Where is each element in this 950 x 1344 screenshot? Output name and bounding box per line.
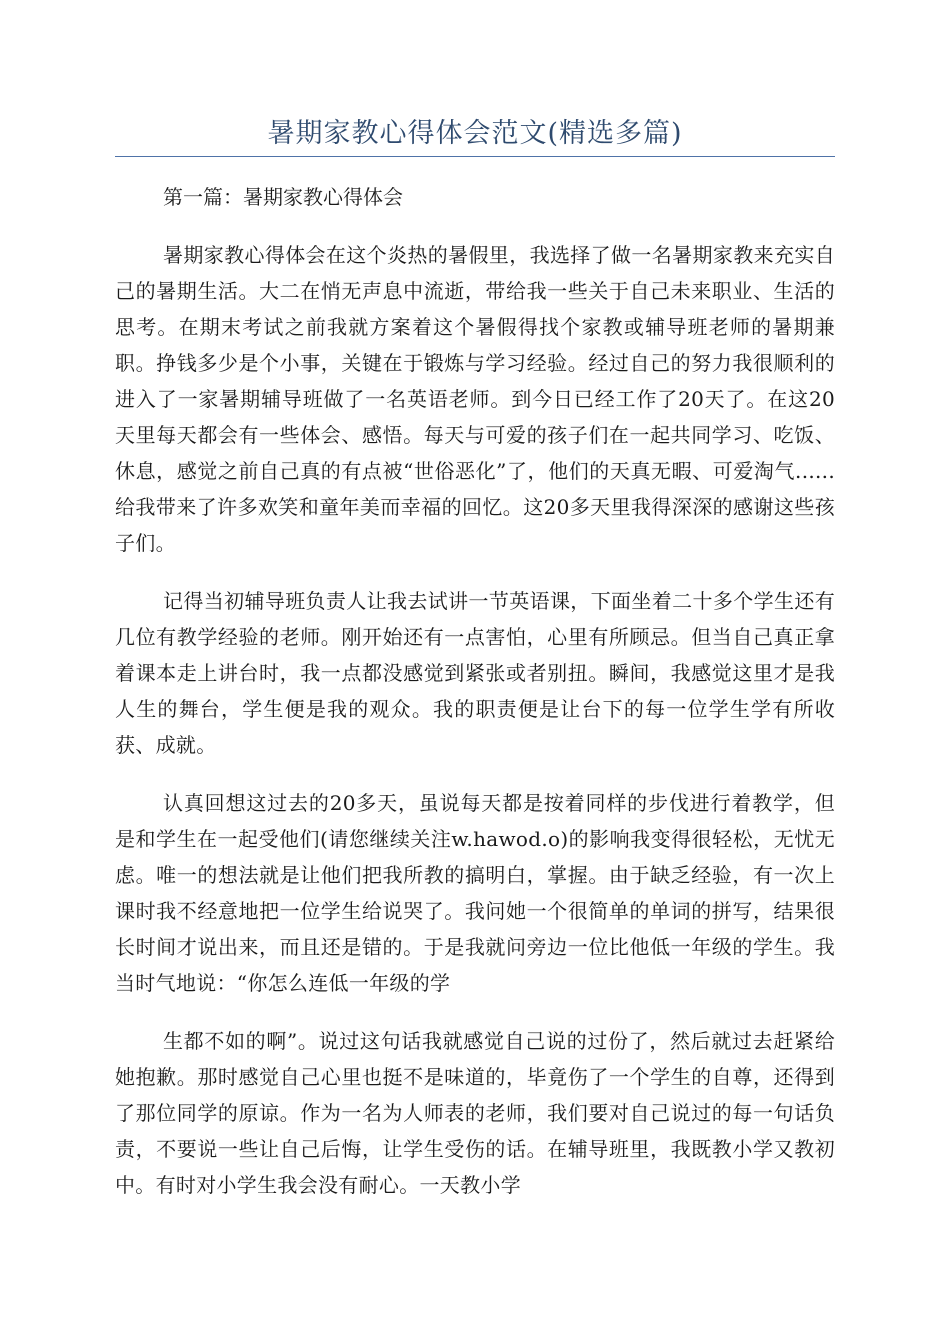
title-underline bbox=[115, 156, 835, 157]
document-title: 暑期家教心得体会范文(精选多篇) bbox=[267, 118, 683, 149]
paragraph-1: 暑期家教心得体会在这个炎热的暑假里，我选择了做一名暑期家教来充实自己的暑期生活。大二在悄无声息中流逝，带给我一些关于自己未来职业、生活的思考。在期末考试之前我就方案着这个暑假得找个家教或辅导班老师的暑期兼职。挣钱多少是个小事，关键在于锻炼与学习经验。经过自己的努力我很顺利的进入了一家暑期辅导班做了一名英语老师。到今日已经工作了20天了。在这20天里每天都会有一些体会、感悟。每天与可爱的孩子们在一起共同学习、吃饭、休息，感觉之前自己真的有点被“世俗恶化”了，他们的天真无暇、可爱淘气......给我带来了许多欢笑和童年美而幸福的回忆。这20多天里我得深深的感谢这些孩子们。 bbox=[115, 243, 835, 555]
document-page bbox=[115, 0, 835, 1203]
section-title: 第一篇：暑期家教心得体会 bbox=[163, 185, 403, 209]
paragraph-3: 认真回想这过去的20多天，虽说每天都是按着同样的步伐进行着教学，但是和学生在一起受他们(请您继续关注w.hawod.o)的影响我变得很轻松，无忧无虑。唯一的想法就是让他们把我所教的搞明白，掌握。由于缺乏经验，有一次上课时我不经意地把一位学生给说哭了。我问她一个很简单的单词的拼写，结果很长时间才说出来，而且还是错的。于是我就问旁边一位比他低一年级的学生。我当时气地说：“你怎么连低一年级的学 bbox=[115, 791, 835, 995]
paragraph-4: 生都不如的啊”。说过这句话我就感觉自己说的过份了，然后就过去赶紧给她抱歉。那时感觉自己心里也挺不是味道的，毕竟伤了一个学生的自尊，还得到了那位同学的原谅。作为一名为人师表的老师，我们要对自己说过的每一句话负责，不要说一些让自己后悔，让学生受伤的话。在辅导班里，我既教小学又教初中。有时对小学生我会没有耐心。一天教小学 bbox=[115, 1029, 835, 1197]
paragraph-2: 记得当初辅导班负责人让我去试讲一节英语课，下面坐着二十多个学生还有几位有教学经验的老师。刚开始还有一点害怕，心里有所顾忌。但当自己真正拿着课本走上讲台时，我一点都没感觉到紧张或者别扭。瞬间，我感觉这里才是我人生的舞台，学生便是我的观众。我的职责便是让台下的每一位学生学有所收获、成就。 bbox=[115, 589, 835, 757]
